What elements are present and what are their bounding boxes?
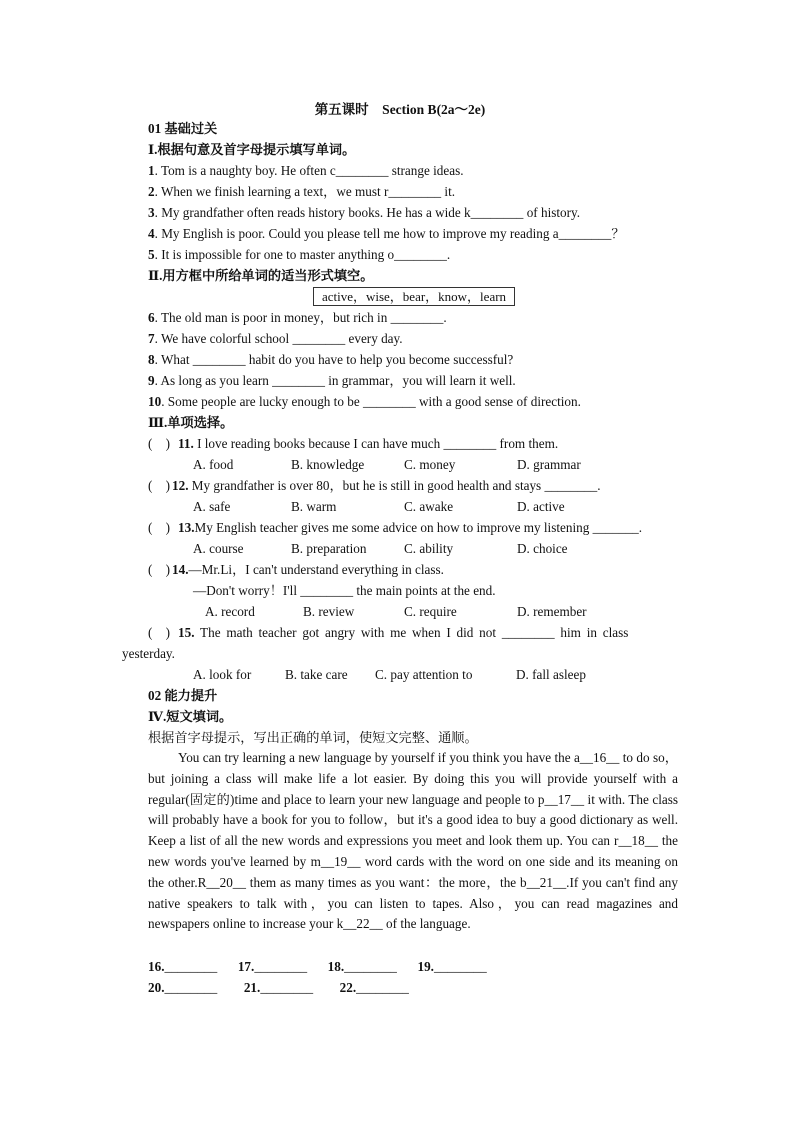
answer-blank: ________ [433,959,487,974]
question-number: 6 [148,310,155,325]
option-c: C. ability [404,541,454,556]
part01-label: 01 基础过关 [148,121,218,136]
question-number: 9 [148,373,155,388]
section1-heading: Ⅰ.根据句意及首字母提示填写单词。 [148,142,356,157]
question-text: . It is impossible for one to master anything o________. [154,247,451,262]
answer-label: 16. [148,959,165,974]
question-text: The math teacher got angry with me when I did not ________ him in class [194,625,629,640]
answer-blank: ________ [356,980,409,995]
options-12 [193,498,565,516]
answer-label: 21. [243,980,261,995]
option-b: B. take care [285,667,348,682]
question-text: . Some people are lucky enough to be ________ with a good sense of direction. [161,394,581,409]
answer-blank: ________ [254,959,308,974]
option-c: C. awake [404,499,454,514]
question-text: My English teacher gives me some advice on how to improve my listening _______. [194,520,643,535]
question-number: 5 [148,247,155,262]
options-13 [193,540,568,558]
cloze-passage: You can try learning a new language by yourself if you think you have the a__16__ to do so，but joining a class will make life a lot easier. By doing this you will provide yourself with a regular(固定的)time and place to learn your new language and people to p__17__ it with. The class will probably have a book for you to follow，but it's a good idea to buy a good dictionary as well. Keep a list of all the new words and expressions you meet and look them up. You can r__18__ the new words you've learned by m__19__ word cards with the word on one side and its meaning on the other.R__20__ them as many times as you want：the more，the b__21__.If you can't find any native speakers to talk with，you can listen to tapes. Also，you can read magazines and newspapers online to increase your k__22__ of the language. [148,750,678,932]
question-text: . The old man is poor in money，but rich in ________. [154,310,447,325]
option-d: D. fall asleep [516,667,586,682]
answer-paren: ( ) [148,436,170,451]
question-number: 4 [148,226,155,241]
section2-heading: Ⅱ.用方框中所给单词的适当形式填空。 [148,268,374,283]
answer-blank: ________ [164,959,218,974]
question-text: . Tom is a naughty boy. He often c________ strange ideas. [154,163,464,178]
page-title: 第五课时 Section B(2a～2e) [314,102,486,117]
question-number: 10 [148,394,162,409]
question-number: 7 [148,331,155,346]
options-11 [193,456,581,474]
word-box: active，wise，bear，know，learn [313,287,515,306]
option-d: D. active [517,499,565,514]
option-a: A. course [193,541,244,556]
question-number: 3 [148,205,155,220]
options-14 [205,603,587,621]
section4-instruction: 根据首字母提示，写出正确的单词，使短文完整、通顺。 [148,730,478,745]
answer-blank: ________ [260,980,314,995]
question-text: . My English is poor. Could you please tell me how to improve my reading a________？ [154,226,625,241]
option-c: C. money [404,457,456,472]
question-number: 15. [178,625,195,640]
option-a: A. record [205,604,255,619]
question-11 [148,435,558,453]
option-a: A. look for [193,667,252,682]
answer-blank: ________ [344,959,397,974]
options-15 [193,666,586,684]
question-text: . We have colorful school ________ every day. [154,331,403,346]
answer-label: 19. [417,959,434,974]
section4-heading: Ⅳ.短文填词。 [148,709,233,724]
question-14 [148,561,444,579]
question-7 [148,330,403,348]
question-10 [148,393,581,411]
option-a: A. food [193,457,234,472]
answer-row-2 [148,979,409,997]
option-c: C. require [404,604,457,619]
question-1 [148,162,464,180]
question-text: . As long as you learn ________ in grammar，you will learn it well. [154,373,516,388]
question-number: 14. [172,562,189,577]
question-text: —Mr.Li，I can't understand everything in class. [188,562,444,577]
question-4 [148,225,625,243]
part02-label: 02 能力提升 [148,688,218,703]
question-6 [148,309,447,327]
option-d: D. grammar [517,457,581,472]
question-15 [148,624,628,642]
option-b: B. review [303,604,355,619]
answer-paren: ( ) [148,562,170,577]
question-text: My grandfather is over 80，but he is still in good health and stays ________. [188,478,601,493]
answer-label: 18. [327,959,345,974]
question-5 [148,246,450,264]
answer-paren: ( ) [148,520,170,535]
option-b: B. preparation [291,541,367,556]
option-d: D. choice [517,541,568,556]
option-c: C. pay attention to [375,667,473,682]
option-b: B. warm [291,499,337,514]
answer-row-1 [148,958,487,976]
option-a: A. safe [193,499,231,514]
answer-blank: ________ [164,980,218,995]
question-12 [148,477,601,495]
option-b: B. knowledge [291,457,365,472]
answer-paren: ( ) [148,478,170,493]
question-text: . What ________ habit do you have to help you become successful? [154,352,514,367]
question-13 [148,519,642,537]
answer-label: 20. [148,980,165,995]
question-9 [148,372,516,390]
question-3 [148,204,580,222]
question-number: 1 [148,163,155,178]
question-8 [148,351,513,369]
answer-label: 17. [237,959,255,974]
question-15-continued: yesterday. [122,646,175,661]
option-d: D. remember [517,604,587,619]
question-14-reply: —Don't worry！I'll ________ the main points at the end. [193,583,496,598]
question-text: I love reading books because I can have much ________ from them. [193,436,559,451]
question-2 [148,183,455,201]
question-text: . When we finish learning a text，we must r________ it. [154,184,456,199]
question-number: 13. [178,520,195,535]
section3-heading: Ⅲ.单项选择。 [148,415,234,430]
question-number: 11. [178,436,194,451]
answer-paren: ( ) [148,625,170,640]
question-number: 8 [148,352,155,367]
question-text: . My grandfather often reads history books. He has a wide k________ of history. [154,205,581,220]
question-number: 12. [172,478,189,493]
question-number: 2 [148,184,155,199]
answer-label: 22. [339,980,357,995]
